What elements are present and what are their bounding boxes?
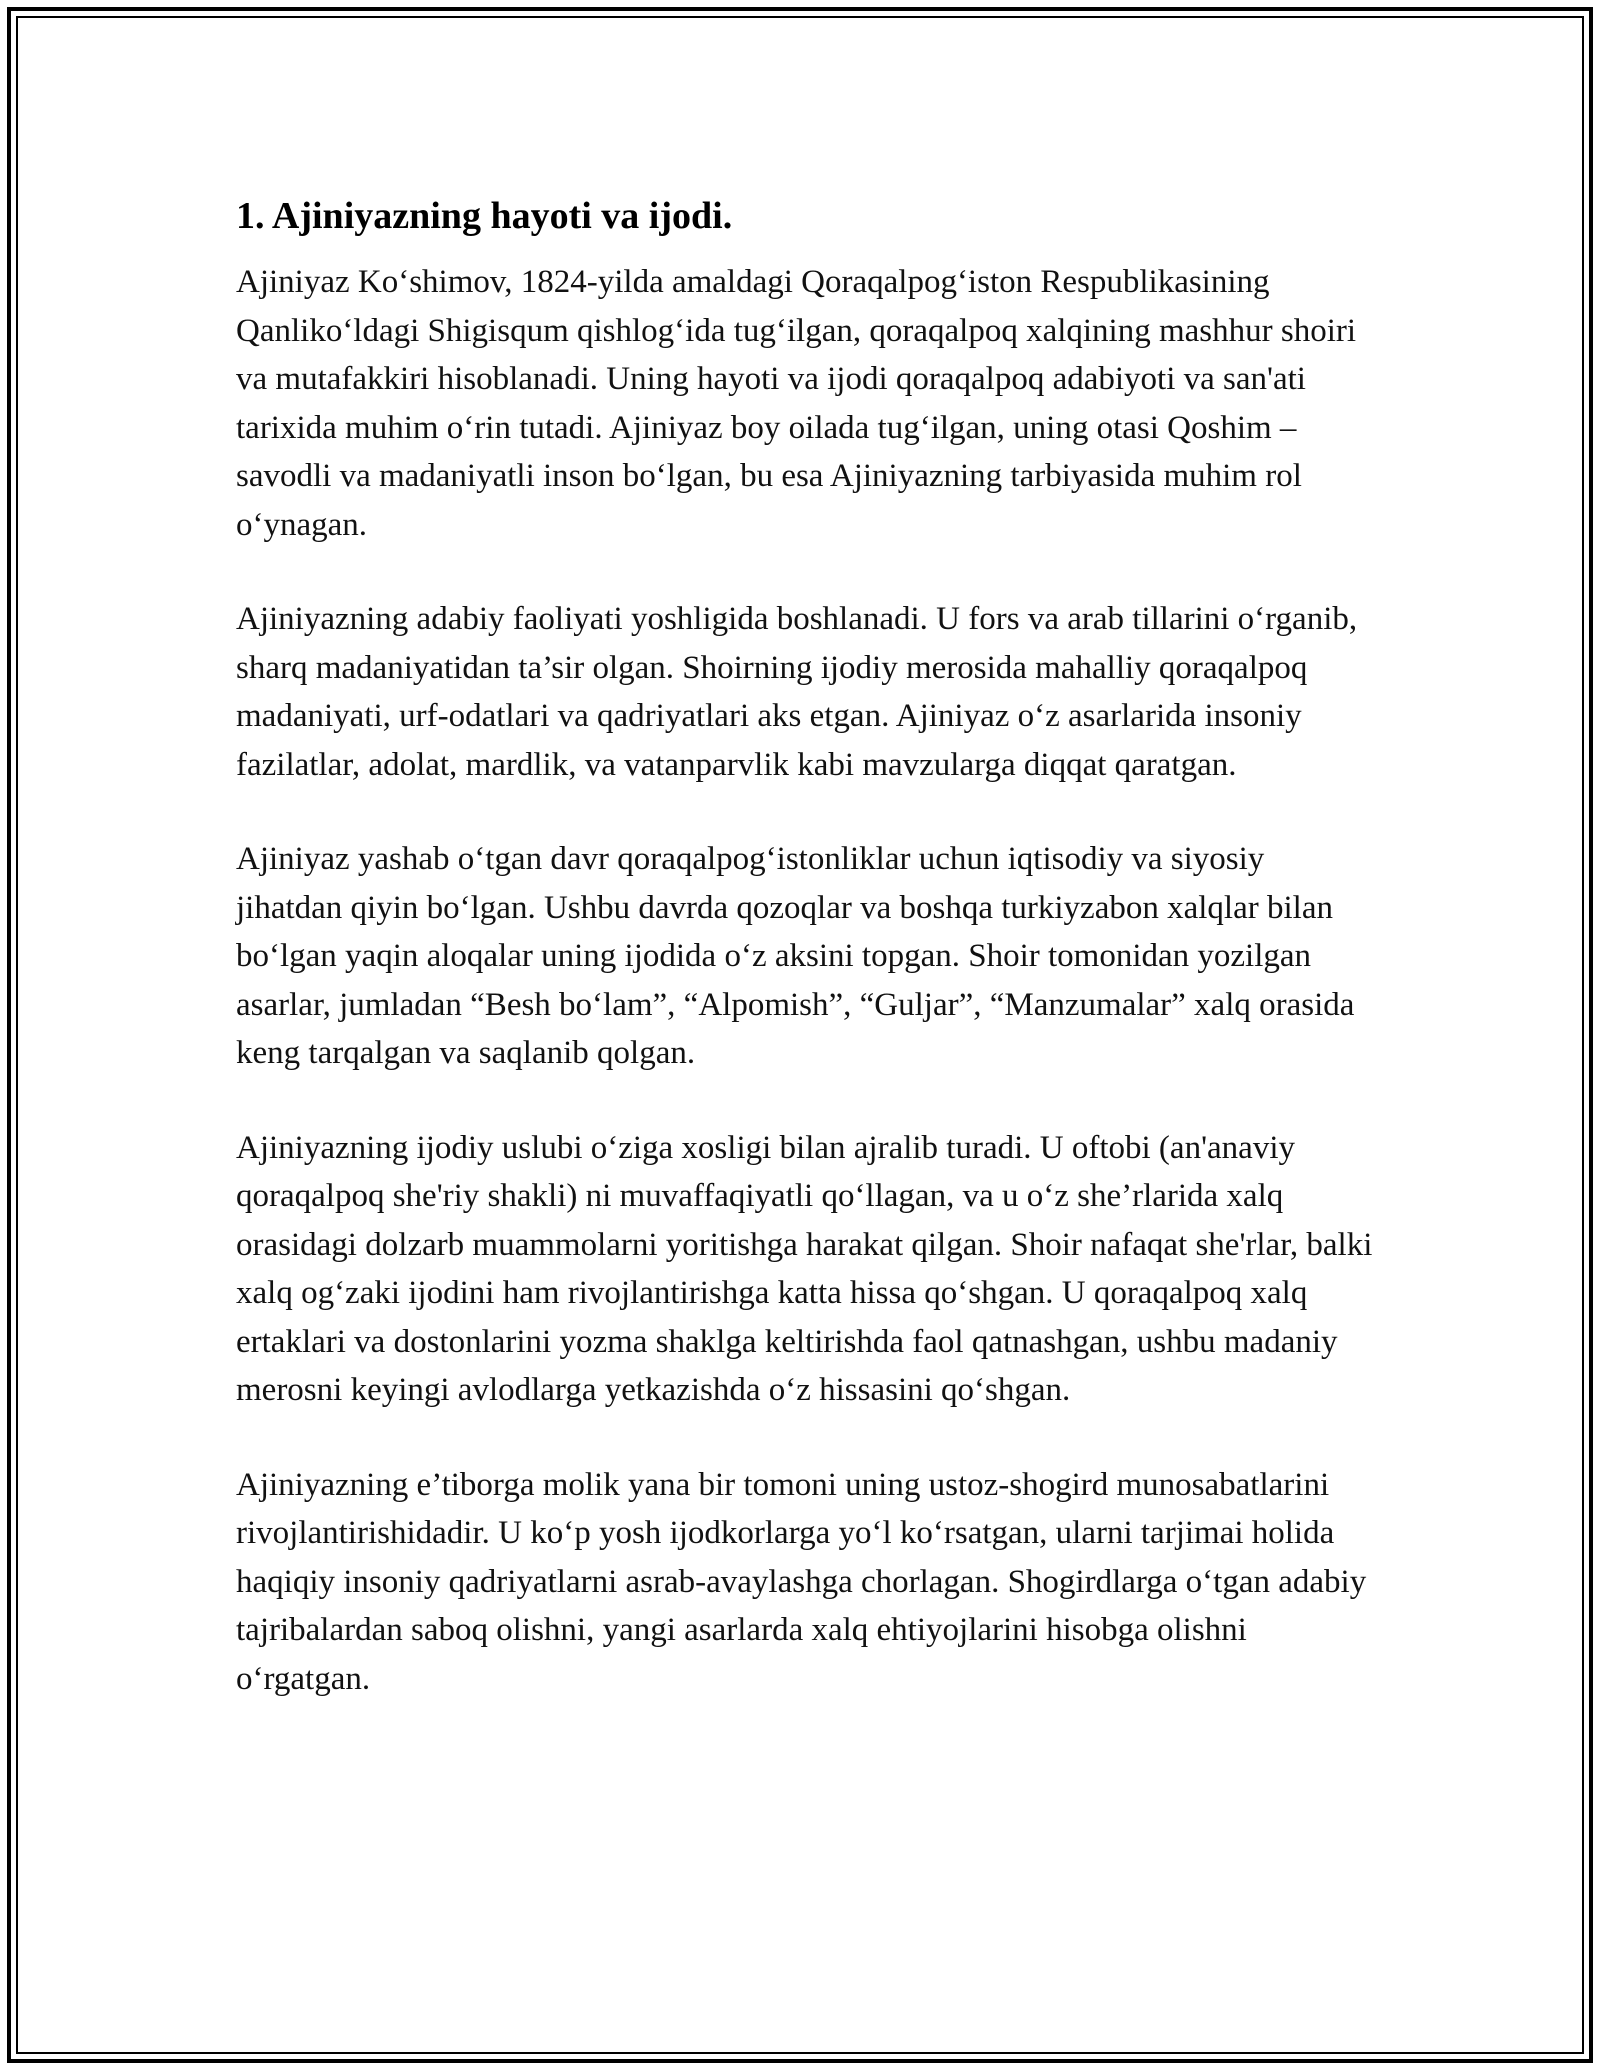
paragraph-4: Ajiniyazning ijodiy uslubi o‘ziga xosligi bilan ajralib turadi. U oftobi (an'anaviy qoraqalpoq she'riy shakli) ni muvaffaqiyatli qo‘llagan, va u o‘z she’rlarida xalq orasidagi dolzarb muammolarni yoritishga harakat qilgan. Shoir nafaqat she'rlar, balki xalq og‘zaki ijodini ham rivojlantirishga katta hissa qo‘shgan. U qoraqalpoq xalq ertaklari va dostonlarini yozma shaklga keltirishda faol qatnashgan, ushbu madaniy merosni keyingi avlodlarga yetkazishda o‘z hissasini qo‘shgan. — [236, 1129, 1373, 1408]
paragraph-5: Ajiniyazning e’tiborga molik yana bir tomoni uning ustoz-shogird munosabatlarini rivojlantirishidadir. U ko‘p yosh ijodkorlarga yo‘l ko‘rsatgan, ularni tarjimai holida haqiqiy insoniy qadriyatlarni asrab-avaylashga chorlagan. Shogirdlarga o‘tgan adabiy tajribalardan saboq olishni, yangi asarlarda xalq ehtiyojlarini hisobga olishni o‘rgatgan. — [236, 1466, 1367, 1697]
document-body — [236, 190, 1376, 1703]
paragraph-3: Ajiniyaz yashab o‘tgan davr qoraqalpog‘istonliklar uchun iqtisodiy va siyosiy jihatdan qiyin bo‘lgan. Ushbu davrda qozoqlar va boshqa turkiyzabon xalqlar bilan bo‘lgan yaqin aloqalar uning ijodida o‘z aksini topgan. Shoir tomonidan yozilgan asarlar, jumladan “Besh bo‘lam”, “Alpomish”, “Guljar”, “Manzumalar” xalq orasida keng tarqalgan va saqlanib qolgan. — [236, 841, 1355, 1071]
paragraph-1: Ajiniyaz Ko‘shimov, 1824-yilda amaldagi Qoraqalpog‘iston Respublikasining Qanliko‘ldagi Shigisqum qishlog‘ida tug‘ilgan, qoraqalpoq xalqining mashhur shoiri va mutafakkiri hisoblanadi. Uning hayoti va ijodi qoraqalpoq adabiyoti va san'ati tarixida muhim o‘rin tutadi. Ajiniyaz boy oilada tug‘ilgan, uning otasi Qoshim – savodli va madaniyatli inson bo‘lgan, bu esa Ajiniyazning tarbiyasida muhim rol o‘ynagan. — [236, 264, 1357, 543]
paragraph-2: Ajiniyazning adabiy faoliyati yoshligida boshlanadi. U fors va arab tillarini o‘rganib, sharq madaniyatidan ta’sir olgan. Shoirning ijodiy merosida mahalliy qoraqalpoq madaniyati, urf-odatlari va qadriyatlari aks etgan. Ajiniyaz o‘z asarlarida insoniy fazilatlar, adolat, mardlik, va vatanparvlik kabi mavzularga diqqat qaratgan. — [236, 601, 1358, 783]
page-title: 1. Ajiniyazning hayoti va ijodi. — [236, 195, 733, 237]
